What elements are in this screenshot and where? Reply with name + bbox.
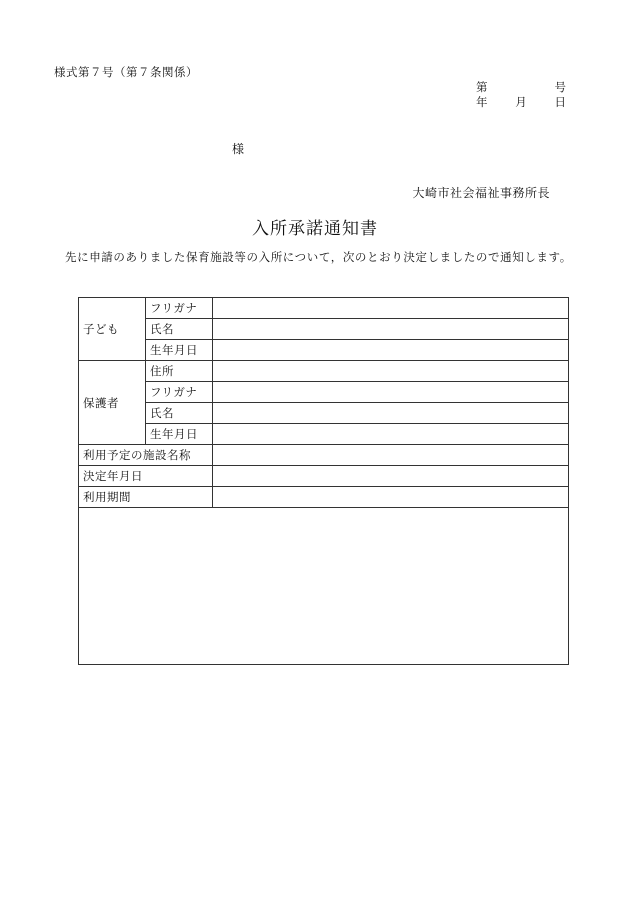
guardian-birthdate-field[interactable] [213, 424, 569, 445]
table-row [79, 340, 569, 361]
decision-date-field[interactable] [213, 466, 569, 487]
doc-number-suffix: 号 [554, 80, 566, 94]
doc-number-prefix: 第 [476, 80, 488, 94]
date-year: 年 [476, 95, 488, 109]
table-row [79, 508, 569, 665]
table-row [79, 487, 569, 508]
decision-date-label: 決定年月日 [79, 466, 213, 487]
table-row [79, 319, 569, 340]
form-number: 様式第７号（第７条関係） [54, 65, 198, 79]
body-text: 先に申請のありました保育施設等の入所について，次のとおり決定しましたので通知します。 [65, 250, 572, 264]
remarks-area[interactable] [79, 508, 569, 665]
child-birthdate-label: 生年月日 [146, 340, 213, 361]
table-row [79, 403, 569, 424]
addressee-honorific: 様 [232, 142, 245, 156]
guardian-name-field[interactable] [213, 403, 569, 424]
sender-name: 大崎市社会福祉事務所長 [412, 186, 550, 200]
guardian-furigana-field[interactable] [213, 382, 569, 403]
facility-name-field[interactable] [213, 445, 569, 466]
guardian-address-field[interactable] [213, 361, 569, 382]
guardian-address-label: 住所 [146, 361, 213, 382]
table-row [79, 445, 569, 466]
usage-period-label: 利用期間 [79, 487, 213, 508]
guardian-furigana-label: フリガナ [146, 382, 213, 403]
table-row [79, 466, 569, 487]
table-row [79, 382, 569, 403]
table-row [79, 298, 569, 319]
child-group-label: 子ども [79, 298, 146, 361]
child-furigana-field[interactable] [213, 298, 569, 319]
document-number-line [476, 79, 566, 95]
table-row [79, 361, 569, 382]
date-month: 月 [515, 95, 527, 109]
child-name-label: 氏名 [146, 319, 213, 340]
document-title: 入所承諾通知書 [252, 219, 378, 239]
child-name-field[interactable] [213, 319, 569, 340]
child-furigana-label: フリガナ [146, 298, 213, 319]
child-birthdate-field[interactable] [213, 340, 569, 361]
table-row [79, 424, 569, 445]
guardian-name-label: 氏名 [146, 403, 213, 424]
usage-period-field[interactable] [213, 487, 569, 508]
guardian-group-label: 保護者 [79, 361, 146, 445]
facility-name-label: 利用予定の施設名称 [79, 445, 213, 466]
notice-form-table [78, 297, 569, 665]
guardian-birthdate-label: 生年月日 [146, 424, 213, 445]
issue-date-line [476, 94, 566, 110]
date-day: 日 [554, 95, 566, 109]
